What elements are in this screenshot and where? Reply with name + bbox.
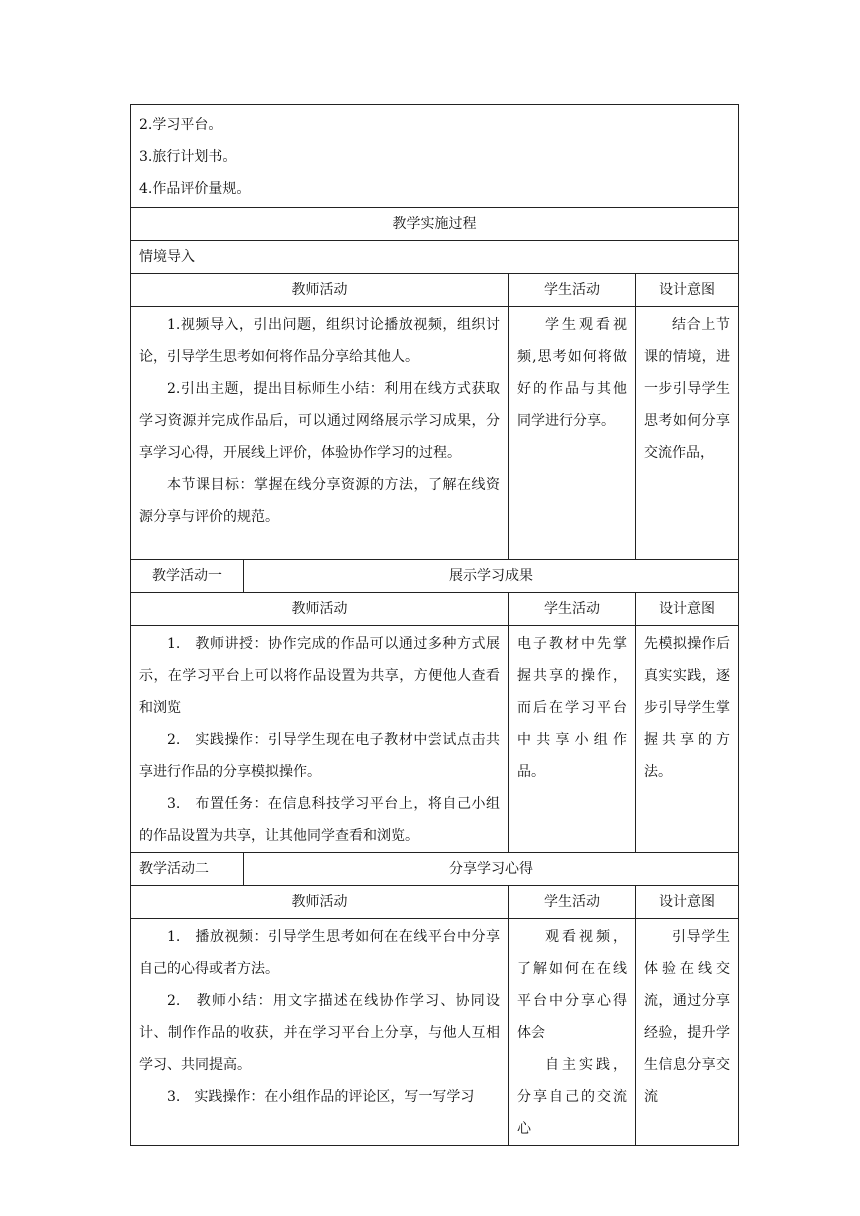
intro-student-cell xyxy=(509,307,636,560)
activity2-label-row xyxy=(131,853,739,886)
student-paragraph: 自主实践，分享自己的交流心 xyxy=(517,1057,627,1137)
process-title: 教学实施过程 xyxy=(131,208,739,241)
activity2-title: 分享学习心得 xyxy=(244,853,739,886)
activity2-student-cell xyxy=(509,919,636,1146)
resource-item: 4.作品评价量规。 xyxy=(139,181,251,197)
student-activity-header: 学生活动 xyxy=(509,886,636,919)
resources-cell xyxy=(131,105,739,208)
intent-paragraph: 结合上节课的情境，进一步引导学生思考如何分享交流作品， xyxy=(644,317,731,461)
student-activity-header: 学生活动 xyxy=(509,274,636,307)
teacher-paragraph: 2.引出主题，提出目标师生小结：利用在线方式获取学习资源并完成作品后，可以通过网络展示学习成果，分享学习心得，开展线上评价，体验协作学习的过程。 xyxy=(139,381,500,461)
activity2-label: 教学活动二 xyxy=(131,853,244,886)
intro-teacher-cell xyxy=(131,307,509,560)
student-paragraph: 学生观看视频,思考如何将做好的作品与其他同学进行分享。 xyxy=(517,317,627,429)
intent-paragraph: 引导学生体验在线交流，通过分享经验，提升学生信息分享交流 xyxy=(644,929,731,1105)
activity2-teacher-cell xyxy=(131,919,509,1146)
resource-item: 3.旅行计划书。 xyxy=(139,149,237,165)
teacher-paragraph: 1. 播放视频：引导学生思考如何在在线平台中分享自己的心得或者方法。 xyxy=(139,929,500,977)
teacher-activity-header: 教师活动 xyxy=(131,886,509,919)
teacher-paragraph: 3. 实践操作：在小组作品的评论区，写一写学习 xyxy=(167,1089,475,1105)
intent-paragraph: 先模拟操作后真实实践，逐步引导学生掌握共享的方法。 xyxy=(644,636,731,780)
activity1-label-row xyxy=(131,560,739,593)
activity2-header-row xyxy=(131,886,739,919)
resources-row xyxy=(131,105,739,208)
activity2-content-row xyxy=(131,919,739,1146)
intro-header-row xyxy=(131,274,739,307)
activity1-label: 教学活动一 xyxy=(131,560,244,593)
design-intent-header: 设计意图 xyxy=(636,886,739,919)
intro-label-row xyxy=(131,241,739,274)
design-intent-header: 设计意图 xyxy=(636,593,739,626)
activity1-teacher-cell xyxy=(131,626,509,853)
activity2-intent-cell xyxy=(636,919,739,1146)
teacher-paragraph: 1.视频导入，引出问题，组织讨论播放视频，组织讨论，引导学生思考如何将作品分享给其他人。 xyxy=(139,317,500,365)
teacher-paragraph: 1. 教师讲授：协作完成的作品可以通过多种方式展示，在学习平台上可以将作品设置为共享，方便他人查看和浏览 xyxy=(139,636,500,716)
teacher-activity-header: 教师活动 xyxy=(131,274,509,307)
student-paragraph: 观看视频，了解如何在在线平台中分享心得体会 xyxy=(517,929,627,1041)
student-activity-header: 学生活动 xyxy=(509,593,636,626)
activity1-student-cell xyxy=(509,626,636,853)
activity1-title: 展示学习成果 xyxy=(244,560,739,593)
resource-item: 2.学习平台。 xyxy=(139,117,223,133)
intro-intent-cell xyxy=(636,307,739,560)
teacher-paragraph: 2. 实践操作：引导学生现在电子教材中尝试点击共享进行作品的分享模拟操作。 xyxy=(139,732,500,780)
teacher-activity-header: 教师活动 xyxy=(131,593,509,626)
intro-content-row xyxy=(131,307,739,560)
teacher-paragraph: 2. 教师小结：用文字描述在线协作学习、协同设计、制作作品的收获，并在学习平台上分享，与他人互相学习、共同提高。 xyxy=(139,993,500,1073)
activity1-header-row xyxy=(131,593,739,626)
lesson-plan-table xyxy=(130,104,739,1146)
process-title-row xyxy=(131,208,739,241)
teacher-paragraph: 3. 布置任务：在信息科技学习平台上，将自己小组的作品设置为共享，让其他同学查看和浏览。 xyxy=(139,796,500,844)
student-paragraph: 电子教材中先掌握共享的操作，而后在学习平台中共享小组作品。 xyxy=(517,636,627,780)
intro-label: 情境导入 xyxy=(131,241,739,274)
teacher-paragraph: 本节课目标：掌握在线分享资源的方法，了解在线资源分享与评价的规范。 xyxy=(139,477,500,525)
activity1-intent-cell xyxy=(636,626,739,853)
design-intent-header: 设计意图 xyxy=(636,274,739,307)
activity1-content-row xyxy=(131,626,739,853)
